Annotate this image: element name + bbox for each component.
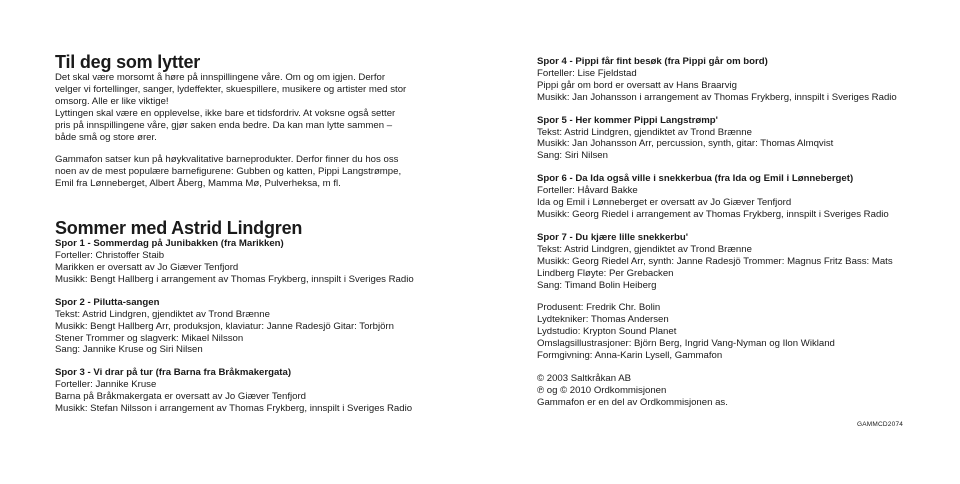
album-heading: Sommer med Astrid Lindgren [55, 218, 303, 239]
track-credit: Pippi går om bord er oversatt av Hans Braarvig [537, 79, 737, 91]
track-credit: Stener Trommer og slagverk: Mikael Nilsson [55, 332, 244, 344]
credit-line: Formgivning: Anna-Karin Lysell, Gammafon [537, 350, 723, 362]
track-block-5 [537, 115, 937, 163]
track-credit: Forteller: Håvard Bakke [537, 185, 638, 197]
track-block-1 [55, 238, 475, 286]
copyright-line: Gammafon er en del av Ordkommisjonen as. [537, 396, 728, 408]
track-block-3 [55, 367, 475, 415]
credit-line: Omslagsillustrasjoner: Björn Berg, Ingrid Vang-Nyman og Ilon Wikland [537, 338, 835, 350]
intro-line: pris på innspillingene våre, gjør saken enda bedre. Da kan man lytte sammen – [55, 119, 393, 131]
track-title: Spor 6 - Da Ida også ville i snekkerbua (fra Ida og Emil i Lønneberget) [537, 173, 854, 185]
right-column [537, 56, 937, 409]
intro-line: omsorg. Alle er like viktige! [55, 95, 169, 107]
catalog-number: GAMMCD2074 [857, 421, 904, 428]
intro-line: velger vi fortellinger, sanger, lydeffekter, skuespillere, musikere og artister med stor [55, 83, 407, 95]
track-credit: Barna på Bråkmakergata er oversatt av Jo Giæver Tenfjord [55, 391, 306, 403]
track-title: Spor 2 - Pilutta-sangen [55, 296, 160, 308]
intro-heading: Til deg som lytter [55, 52, 201, 72]
track-credit: Tekst: Astrid Lindgren, gjendiktet av Trond Brænne [537, 243, 752, 255]
track-credit: Sang: Timand Bolin Heiberg [537, 279, 657, 291]
track-block-2 [55, 297, 475, 357]
track-credit: Musikk: Georg Riedel Arr, synth: Janne Radesjö Trommer: Magnus Fritz Bass: Mats [537, 255, 893, 267]
track-credit: Musikk: Georg Riedel i arrangement av Thomas Frykberg, innspilt i Sveriges Radio [537, 208, 889, 220]
credit-line: Produsent: Fredrik Chr. Bolin [537, 302, 661, 314]
track-credit: Musikk: Bengt Hallberg Arr, produksjon, klaviatur: Janne Radesjö Gitar: Torbjörn [55, 320, 394, 332]
track-credit: Musikk: Jan Johansson Arr, percussion, synth, gitar: Thomas Almqvist [537, 138, 834, 150]
credit-line: Lydtekniker: Thomas Andersen [537, 314, 669, 326]
intro-line: Emil fra Lønneberget, Albert Åberg, Mamma Mø, Pulverheksa, m fl. [55, 178, 341, 190]
track-block-6 [537, 173, 937, 221]
track-credit: Sang: Siri Nilsen [537, 150, 608, 162]
track-credit: Forteller: Christoffer Staib [55, 250, 165, 262]
track-credit: Musikk: Jan Johansson i arrangement av Thomas Frykberg, innspilt i Sveriges Radio [537, 91, 897, 103]
track-title: Spor 5 - Her kommer Pippi Langstrømp' [537, 114, 718, 126]
track-title: Spor 1 - Sommerdag på Junibakken (fra Marikken) [55, 238, 284, 250]
intro-paragraph-2 [55, 154, 475, 190]
intro-line: både små og store ører. [55, 131, 157, 143]
track-credit: Tekst: Astrid Lindgren, gjendiktet av Trond Brænne [537, 126, 752, 138]
track-block-7 [537, 232, 937, 292]
intro-line: Lyttingen skal være en opplevelse, ikke bare et tidsfordriv. At voksne også setter [55, 107, 396, 119]
track-credit: Marikken er oversatt av Jo Giæver Tenfjord [55, 261, 239, 273]
copyright-block [537, 373, 937, 409]
track-title: Spor 7 - Du kjære lille snekkerbu' [537, 231, 689, 243]
track-credit: Musikk: Stefan Nilsson i arrangement av Thomas Frykberg, innspilt i Sveriges Radio [55, 403, 413, 415]
production-credits [537, 302, 937, 362]
track-credit: Tekst: Astrid Lindgren, gjendiktet av Trond Brænne [55, 308, 270, 320]
intro-paragraph-1 [55, 72, 475, 143]
intro-line: Gammafon satser kun på høykvalitative barneprodukter. Derfor finner du hos oss [55, 154, 399, 166]
track-credit: Lindberg Fløyte: Per Grebacken [537, 267, 674, 279]
left-column [55, 52, 475, 415]
copyright-line: ℗ og © 2010 Ordkommisjonen [537, 384, 667, 396]
track-block-4 [537, 56, 937, 104]
intro-line: Det skal være morsomt å høre på innspillingene våre. Om og om igjen. Derfor [55, 72, 386, 83]
track-title: Spor 4 - Pippi får fint besøk (fra Pippi går om bord) [537, 56, 768, 67]
track-credit: Musikk: Bengt Hallberg i arrangement av Thomas Frykberg, innspilt i Sveriges Radio [55, 273, 414, 285]
track-credit: Ida og Emil i Lønneberget er oversatt av Jo Giæver Tenfjord [537, 197, 792, 209]
track-title: Spor 3 - Vi drar på tur (fra Barna fra Bråkmakergata) [55, 367, 292, 379]
track-credit: Forteller: Lise Fjeldstad [537, 67, 637, 79]
track-credit: Forteller: Jannike Kruse [55, 379, 157, 391]
credit-line: Lydstudio: Krypton Sound Planet [537, 326, 677, 338]
copyright-line: © 2003 Saltkråkan AB [537, 372, 632, 384]
track-credit: Sang: Jannike Kruse og Siri Nilsen [55, 344, 203, 356]
intro-line: noen av de mest populære barnefigurene: Gubben og katten, Pippi Langstrømpe, [55, 166, 402, 178]
